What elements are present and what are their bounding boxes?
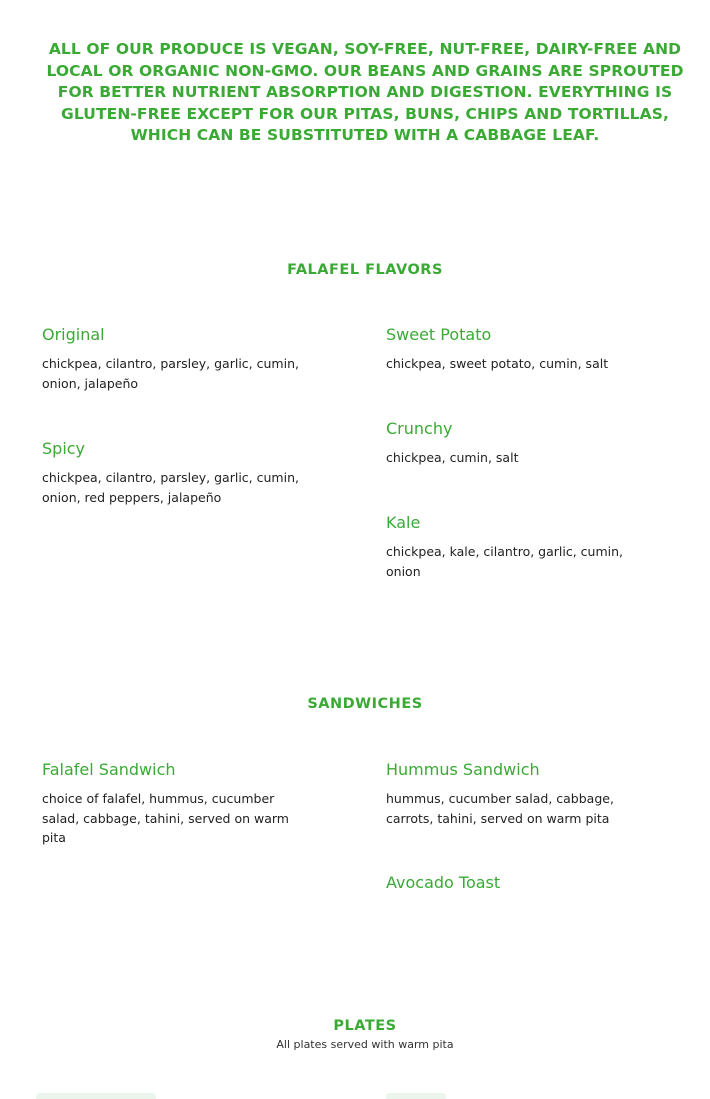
item-description: hummus, cucumber salad, cabbage, carrots, tahini, served on warm pita bbox=[386, 791, 614, 826]
falafel-flavors-heading: FALAFEL FLAVORS bbox=[287, 262, 443, 278]
menu-item-hummus-sandwich bbox=[386, 760, 656, 828]
item-description: chickpea, cilantro, parsley, garlic, cumin, onion, jalapeño bbox=[42, 356, 299, 391]
menu-item-avocado-toast bbox=[386, 873, 656, 902]
item-name: Original bbox=[42, 325, 105, 344]
cut-off-fragment bbox=[36, 1093, 156, 1099]
sandwiches-heading: SANDWICHES bbox=[307, 696, 423, 712]
dietary-notice: ALL OF OUR PRODUCE IS VEGAN, SOY-FREE, NUT-FREE, DAIRY-FREE AND LOCAL OR ORGANIC NON-GMO. OUR BEANS AND GRAINS ARE SPROUTED FOR BETTER NUTRIENT ABSORPTION AND DIGESTION. EVERYTHING IS GLUTEN-FREE EXCEPT FOR OUR PITAS, BUNS, CHIPS AND TORTILLAS, WHICH CAN BE SUBSTITUTED WITH A CABBAGE LEAF. bbox=[46, 40, 684, 144]
item-description: chickpea, cumin, salt bbox=[386, 450, 519, 465]
plates-heading: PLATES bbox=[333, 1018, 397, 1034]
plates-subtitle: All plates served with warm pita bbox=[276, 1038, 454, 1051]
item-name: Avocado Toast bbox=[386, 873, 501, 892]
menu-item-original bbox=[42, 325, 312, 393]
item-name: Falafel Sandwich bbox=[42, 760, 176, 779]
menu-item-spicy bbox=[42, 439, 312, 507]
menu-item-crunchy bbox=[386, 419, 656, 468]
item-name: Crunchy bbox=[386, 419, 453, 438]
menu-item-sweet-potato bbox=[386, 325, 656, 374]
item-description: chickpea, cilantro, parsley, garlic, cumin, onion, red peppers, jalapeño bbox=[42, 470, 299, 505]
cut-off-fragment bbox=[386, 1093, 446, 1099]
item-description: chickpea, kale, cilantro, garlic, cumin, onion bbox=[386, 544, 623, 579]
item-name: Kale bbox=[386, 513, 421, 532]
cut-off-item-left bbox=[36, 1089, 156, 1099]
item-name: Sweet Potato bbox=[386, 325, 492, 344]
item-name: Hummus Sandwich bbox=[386, 760, 540, 779]
menu-item-falafel-sandwich bbox=[42, 760, 312, 848]
cut-off-item-right bbox=[386, 1089, 446, 1099]
item-name: Spicy bbox=[42, 439, 86, 458]
item-description: choice of falafel, hummus, cucumber salad, cabbage, tahini, served on warm pita bbox=[42, 791, 289, 845]
item-description: chickpea, sweet potato, cumin, salt bbox=[386, 356, 609, 371]
menu-item-kale bbox=[386, 513, 656, 581]
